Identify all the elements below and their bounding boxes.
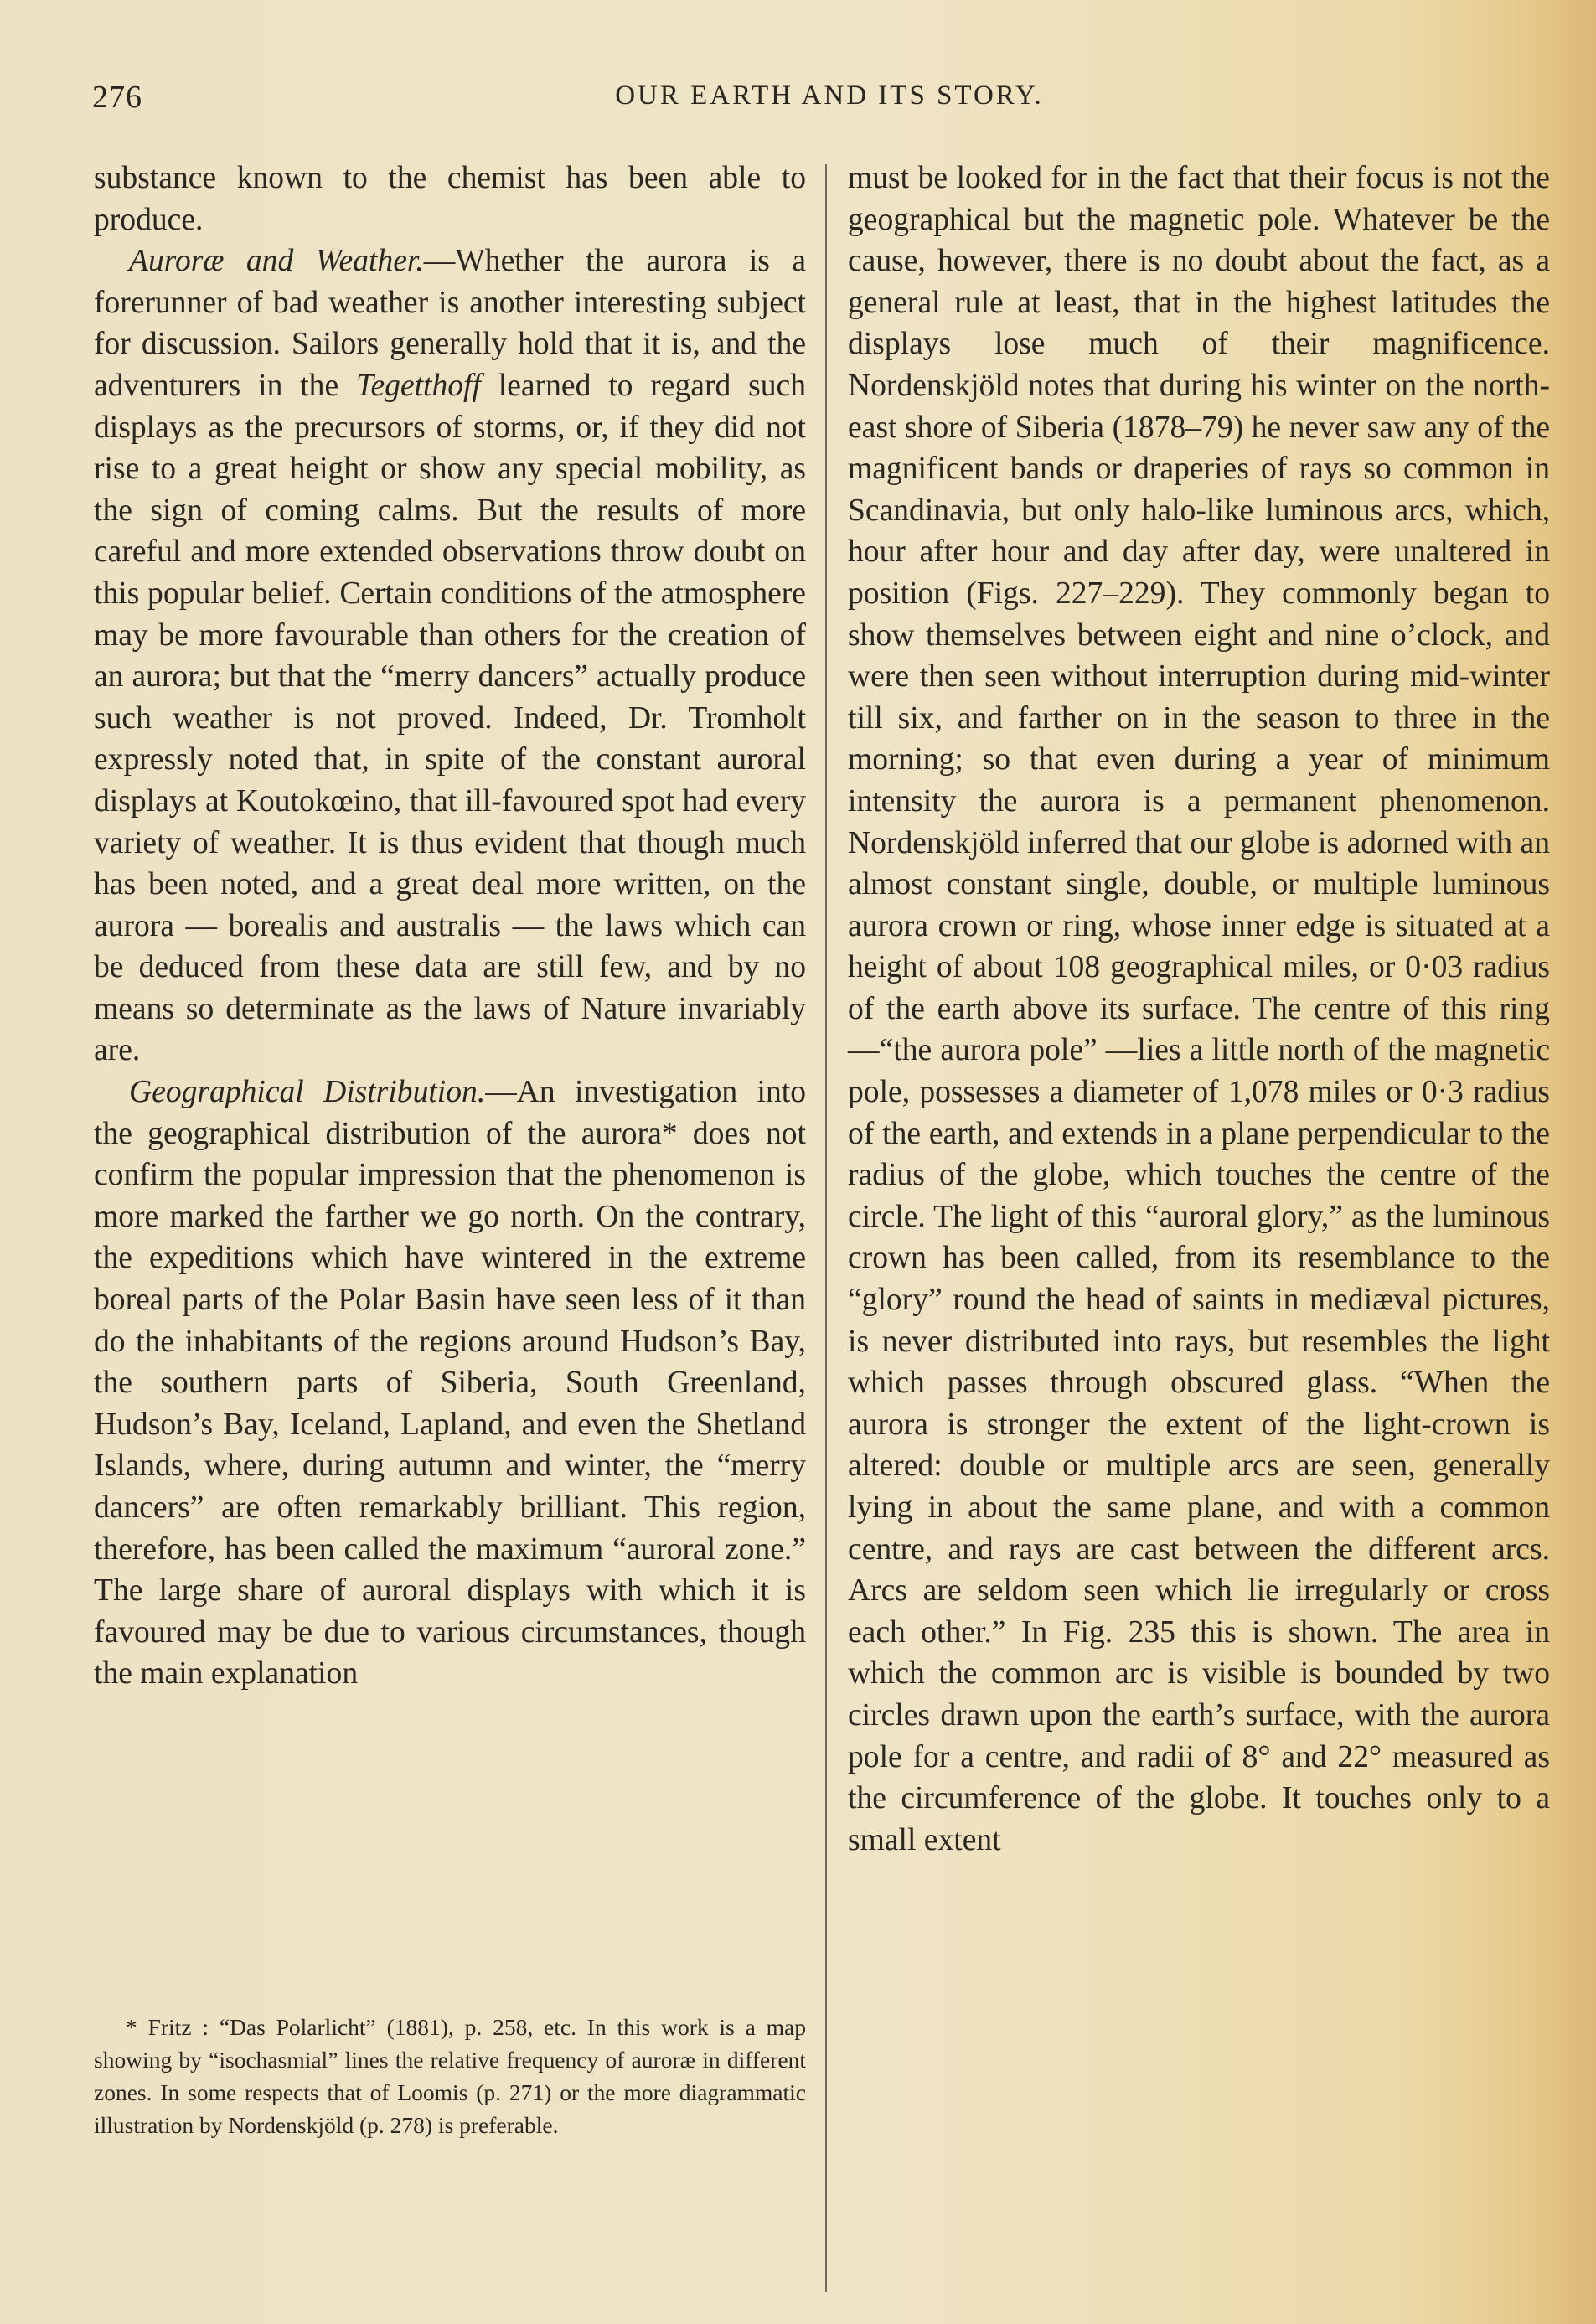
section-heading-geographical-distribution: Geographical Distribution. xyxy=(129,1075,486,1110)
running-title: OUR EARTH AND ITS STORY. xyxy=(615,80,1044,111)
page-number: 276 xyxy=(92,80,142,115)
paragraph-continuation-right: must be looked for in the fact that their focus is not the geographical but the magnetic pole. Whatever be the cause, however, there is no doubt about the fact, as a general rule at least, that in the highest latitudes the displays lose much of their magnificence. Nordenskjöld notes that during his winter on the north-east shore of Siberia (1878–79) he never saw any of the magnificent bands or draperies of rays so common in Scandinavia, but only halo-like luminous arcs, which, hour after hour and day after day, were unaltered in position (Figs. 227–229). They commonly began to show themselves between eight and nine o’clock, and were then seen without interruption during mid-winter till six, and farther on in the season to three in the morning; so that even during a year of minimum intensity the aurora is a permanent phenomenon. Nordenskjöld inferred that our globe is adorned with an almost constant single, double, or multiple luminous aurora crown or ring, whose inner edge is situated at a height of about 108 geographical miles, or 0·03 radius of the earth above its surface. The centre of this ring—“the aurora pole” —lies a little north of the magnetic pole, possesses a diameter of 1,078 miles or 0·3 radius of the earth, and extends in a plane perpendicular to the radius of the globe, which touches the centre of the circle. The light of this “auroral glory,” as the luminous crown has been called, from its resemblance to the “glory” round the head of saints in mediæval pictures, is never distributed into rays, but resembles the light which passes through obscured glass. “When the aurora is stronger the extent of the light-crown is altered: double or multiple arcs are seen, generally lying in about the same plane, and with a common centre, and rays are cast between the different arcs. Arcs are seldom seen which lie irregularly or cross each other.” In Fig. 235 this is shown. The area in which the common arc is visible is bounded by two circles drawn upon the earth’s surface, with the aurora pole for a centre, and radii of 8° and 22° measured as the circumference of the globe. It touches only to a small extent xyxy=(848,161,1550,1857)
paragraph-text: learned to regard such displays as the precursors of storms, or, if they did not rise to a great height or show any special mobility, as the sign of coming calms. But the results of more careful and more extended observations throw doubt on this popular belief. Certain conditions of the atmosphere may be more favourable than others for the creation of an aurora; but that the “merry dancers” actually produce such weather is not proved. Indeed, Dr. Tromholt expressly noted that, in spite of the constant auroral displays at Koutokœino, that ill-favoured spot had every variety of weather. It is thus evident that though much has been noted, and a great deal more written, on the aurora — borealis and australis — the laws which can be deduced from these data are still few, and by no means so determinate as the laws of Nature invariably are. xyxy=(94,368,806,1068)
paragraph-text: —An investigation into the geographical distribution of the aurora* does not confirm the popular impression that the phenomenon is more marked the farther we go north. On the contrary, the expeditions which have wintered in the extreme boreal parts of the Polar Basin have seen less of it than do the inhabitants of the regions around Hudson’s Bay, the southern parts of Siberia, South Greenland, Hudson’s Bay, Iceland, Lapland, and even the Shetland Islands, where, during autumn and winter, the “merry dancers” are often remarkably brilliant. This region, therefore, has been called the maximum “auroral zone.” The large share of auroral displays with which it is favoured may be due to various circumstances, though the main explanation xyxy=(94,1075,806,1691)
section-heading-aurorae-weather: Auroræ and Weather. xyxy=(129,244,424,279)
paragraph-text: —Whether the aurora is a forerunner of bad weather is another interesting subject for discussion. Sailors generally hold that it is, and the adventurers in the xyxy=(94,244,806,403)
running-head xyxy=(92,79,1533,121)
right-column xyxy=(848,158,1550,1861)
paragraph-aurorae-weather xyxy=(94,240,806,1072)
paragraph-geographical-distribution xyxy=(94,1072,806,1695)
paragraph-continuation: substance known to the chemist has been able to produce. xyxy=(94,161,806,237)
left-column xyxy=(94,158,806,1695)
column-divider xyxy=(825,164,827,2292)
footnote: * Fritz : “Das Polarlicht” (1881), p. 258, etc. In this work is a map showing by “isochasmial” lines the relative frequency of auroræ in different zones. In some respects that of Loomis (p. 271) or the more diagrammatic illustration by Nordenskjöld (p. 278) is preferable. xyxy=(94,2014,806,2138)
ship-name: Tegetthoff xyxy=(356,368,481,403)
